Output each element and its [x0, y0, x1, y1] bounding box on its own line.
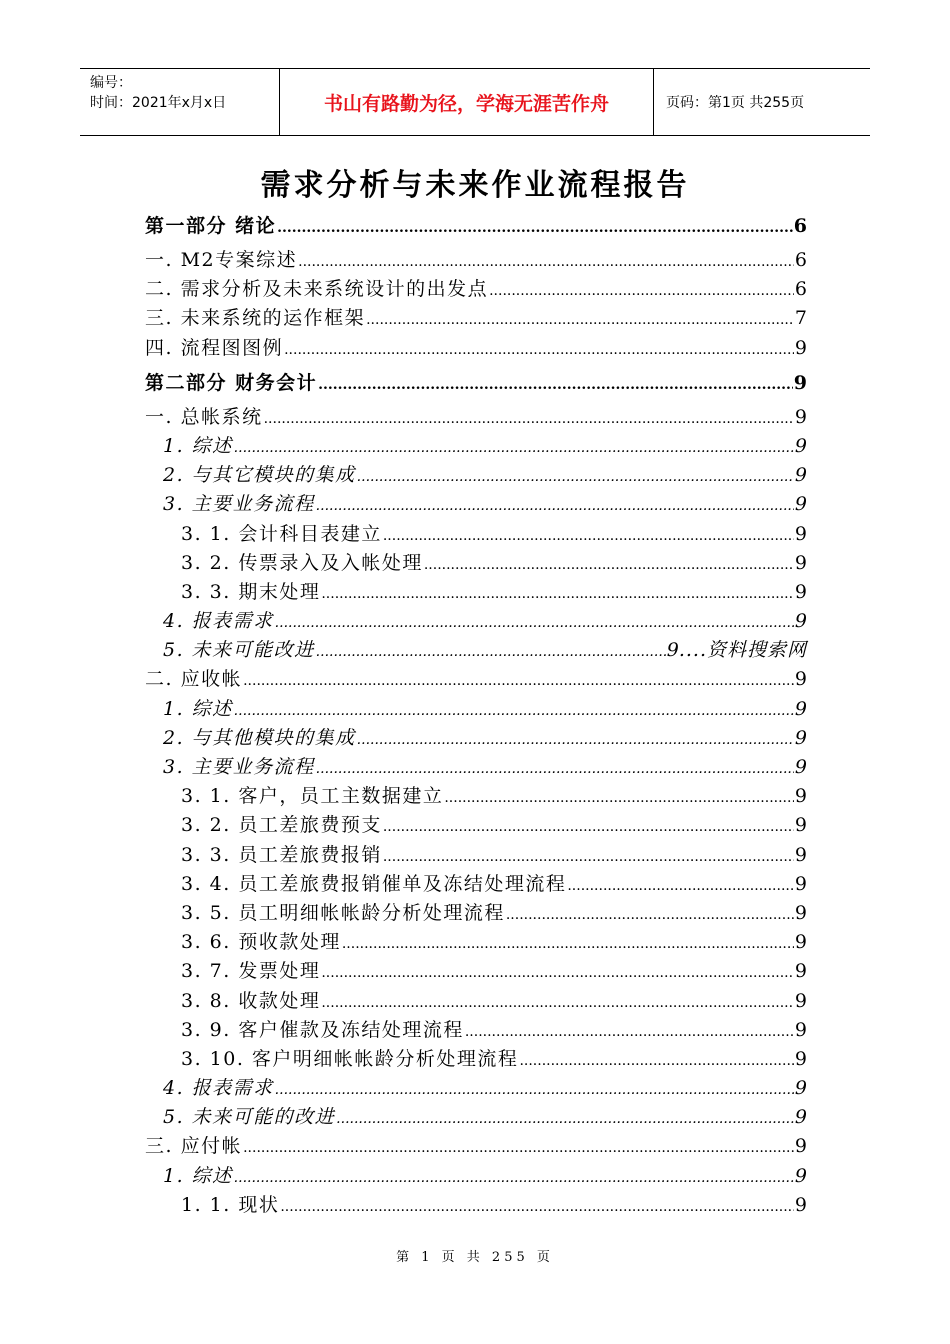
toc-leader-dots [264, 405, 794, 434]
toc-entry-page: 9 [794, 522, 807, 545]
toc-leader-dots [275, 609, 794, 638]
toc-entry-page: 9 [794, 1106, 807, 1129]
toc-entry-label: 2. 与其他模块的集成 [163, 726, 356, 749]
toc-entry-page: 9 [794, 1135, 807, 1158]
toc-entry-label: 3. 4. 员工差旅费报销催单及冻结处理流程 [181, 872, 567, 895]
toc-leader-dots [316, 755, 794, 784]
header-page-info: 页码：第1页 共255页 [666, 95, 805, 111]
toc-leader-dots [234, 697, 794, 726]
toc-entry[interactable] [145, 246, 807, 275]
toc-entry[interactable] [145, 607, 807, 636]
toc-entry-page: 9 [794, 901, 807, 924]
toc-entry[interactable] [145, 403, 807, 432]
toc-leader-dots [357, 463, 794, 492]
toc-leader-dots [465, 1018, 794, 1047]
toc-entry-label: 4. 报表需求 [163, 1077, 274, 1100]
toc-entry-page: 9 [794, 464, 807, 487]
toc-leader-dots [243, 1134, 794, 1163]
toc-entry-page: 9 [794, 668, 807, 691]
toc-entry-label: 3. 2. 员工差旅费预支 [181, 814, 382, 837]
toc-entry[interactable] [145, 753, 807, 782]
toc-leader-dots [234, 1164, 794, 1193]
toc-leader-dots [316, 492, 794, 521]
page-header [80, 68, 870, 136]
toc-entry-label: 3. 5. 员工明细帐帐龄分析处理流程 [181, 901, 505, 924]
toc-entry[interactable] [145, 724, 807, 753]
toc-leader-dots [277, 208, 793, 248]
toc-entry-label: 4. 报表需求 [163, 610, 274, 633]
toc-entry[interactable] [145, 811, 807, 840]
toc-entry-page: 7 [794, 307, 807, 330]
toc-entry-label: 1. 综述 [163, 697, 233, 720]
toc-leader-dots [336, 1105, 794, 1134]
toc-leader-dots [506, 901, 794, 930]
toc-entry-label: 3. 主要业务流程 [163, 493, 315, 516]
toc-entry-label: 3. 3. 期末处理 [181, 580, 321, 603]
toc-entry-label: 1. 综述 [163, 1164, 233, 1187]
toc-entry-label: 3. 主要业务流程 [163, 756, 315, 778]
toc-entry[interactable] [145, 1074, 807, 1103]
toc-leader-dots [567, 872, 794, 901]
header-meta [80, 69, 280, 135]
toc-leader-dots [284, 336, 794, 365]
toc-entry-page: 9 [794, 989, 807, 1012]
toc-leader-dots [318, 365, 793, 405]
toc-entry-page: 9 [666, 639, 679, 662]
toc-entry-label: 3. 10. 客户明细帐帐龄分析处理流程 [181, 1047, 519, 1070]
table-of-contents [145, 206, 807, 1220]
toc-entry[interactable] [145, 636, 807, 665]
toc-entry-page: 9 [794, 697, 807, 720]
toc-leader-dots [424, 551, 794, 580]
toc-entry-label: 3. 2. 传票录入及入帐处理 [181, 551, 423, 574]
toc-entry[interactable] [145, 334, 807, 363]
toc-entry[interactable] [145, 1016, 807, 1045]
toc-entry[interactable] [145, 987, 807, 1016]
toc-entry-label: 1. 综述 [163, 434, 233, 457]
toc-entry[interactable] [145, 578, 807, 607]
toc-entry[interactable] [145, 1162, 807, 1191]
toc-entry[interactable] [145, 461, 807, 490]
toc-entry-page: 9 [794, 785, 807, 808]
toc-entry-page: 9 [794, 814, 807, 837]
toc-entry-label: 3. 1. 客户，员工主数据建立 [181, 785, 444, 808]
toc-entry[interactable] [145, 899, 807, 928]
toc-entry[interactable] [145, 549, 807, 578]
toc-leader-dots [321, 959, 794, 988]
toc-leader-dots [298, 248, 794, 277]
toc-entry[interactable] [145, 275, 807, 304]
toc-leader-dots [383, 522, 794, 551]
toc-entry-page: 9 [794, 1047, 807, 1070]
toc-entry-label: 四. 流程图图例 [145, 336, 284, 359]
toc-leader-dots [342, 930, 794, 959]
toc-leader-dots [519, 1047, 793, 1076]
toc-entry[interactable] [145, 1191, 807, 1220]
toc-entry-label: 一. 总帐系统 [145, 405, 263, 428]
toc-entry[interactable] [145, 432, 807, 461]
toc-entry[interactable] [145, 1045, 807, 1074]
toc-entry[interactable] [145, 363, 807, 403]
toc-leader-dots [383, 813, 794, 842]
toc-entry-label: 5. 未来可能的改进 [163, 1106, 336, 1129]
toc-entry[interactable] [145, 957, 807, 986]
toc-entry-page: 9 [794, 726, 807, 749]
toc-leader-dots [366, 306, 794, 335]
toc-entry-label: 三. 未来系统的运作框架 [145, 307, 366, 330]
toc-entry-label: 3. 9. 客户催款及冻结处理流程 [181, 1018, 464, 1041]
number-label: 编号： [90, 75, 132, 91]
toc-entry[interactable] [145, 870, 807, 899]
toc-entry-tail: ....资料搜索网 [678, 639, 807, 662]
toc-entry[interactable] [145, 665, 807, 694]
toc-entry-page: 9 [794, 493, 807, 516]
toc-entry-page: 6 [794, 249, 807, 271]
toc-entry-label: 第二部分 财务会计 [145, 371, 318, 394]
toc-entry[interactable] [145, 841, 807, 870]
toc-entry-page: 9 [794, 1077, 807, 1100]
toc-entry[interactable] [145, 206, 807, 246]
toc-entry-page: 9 [794, 1164, 807, 1187]
toc-entry[interactable] [145, 304, 807, 333]
toc-leader-dots [357, 726, 794, 755]
toc-entry[interactable] [145, 1103, 807, 1132]
toc-entry-label: 2. 与其它模块的集成 [163, 464, 356, 487]
toc-entry[interactable] [145, 928, 807, 957]
toc-entry-label: 3. 8. 收款处理 [181, 989, 321, 1012]
document-title: 需求分析与未来作业流程报告 [260, 168, 690, 203]
toc-entry-label: 二. 需求分析及未来系统设计的出发点 [145, 278, 489, 301]
time-label: 时间：2021年x月x日 [90, 95, 227, 111]
toc-entry-page: 9 [794, 405, 807, 428]
toc-entry-label: 第一部分 绪论 [145, 215, 277, 237]
toc-entry-page: 6 [793, 215, 807, 237]
toc-leader-dots [234, 434, 794, 463]
toc-entry-label: 二. 应收帐 [145, 668, 243, 691]
toc-entry-label: 5. 未来可能改进 [163, 639, 315, 662]
toc-entry-page: 9 [794, 872, 807, 895]
toc-leader-dots [275, 1076, 794, 1105]
toc-entry-label: 3. 1. 会计科目表建立 [181, 522, 382, 545]
toc-entry-label: 一. M2专案综述 [145, 249, 298, 271]
toc-entry[interactable] [145, 520, 807, 549]
header-motto: 书山有路勤为径，学海无涯苦作舟 [280, 69, 654, 135]
toc-leader-dots [316, 638, 666, 667]
toc-entry-label: 3. 7. 发票处理 [181, 960, 321, 983]
page-footer: 第 1 页 共 255 页 [396, 1250, 554, 1265]
toc-leader-dots [280, 1193, 794, 1222]
toc-entry[interactable] [145, 695, 807, 724]
toc-entry-page: 9 [793, 371, 807, 394]
toc-leader-dots [321, 580, 794, 609]
toc-entry-page: 9 [794, 843, 807, 866]
toc-entry[interactable] [145, 490, 807, 519]
toc-leader-dots [243, 667, 794, 696]
toc-entry-page: 9 [794, 336, 807, 359]
toc-entry-page: 9 [794, 434, 807, 457]
toc-entry-label: 3. 6. 预收款处理 [181, 931, 341, 954]
toc-leader-dots [444, 784, 794, 813]
toc-entry[interactable] [145, 1132, 807, 1161]
toc-leader-dots [383, 843, 794, 872]
toc-entry-page: 6 [794, 278, 807, 301]
toc-entry-page: 9 [794, 931, 807, 954]
toc-entry-page: 9 [794, 580, 807, 603]
toc-entry-label: 1. 1. 现状 [181, 1193, 280, 1216]
toc-entry-page: 9 [794, 1193, 807, 1216]
toc-leader-dots [321, 989, 794, 1018]
toc-entry-page: 9 [794, 960, 807, 983]
toc-leader-dots [489, 277, 794, 306]
toc-entry-page: 9 [794, 610, 807, 633]
toc-entry-page: 9 [794, 756, 807, 778]
toc-entry-page: 9 [794, 551, 807, 574]
toc-entry-page: 9 [794, 1018, 807, 1041]
toc-entry[interactable] [145, 782, 807, 811]
toc-entry-label: 3. 3. 员工差旅费报销 [181, 843, 382, 866]
toc-entry-label: 三. 应付帐 [145, 1135, 243, 1158]
